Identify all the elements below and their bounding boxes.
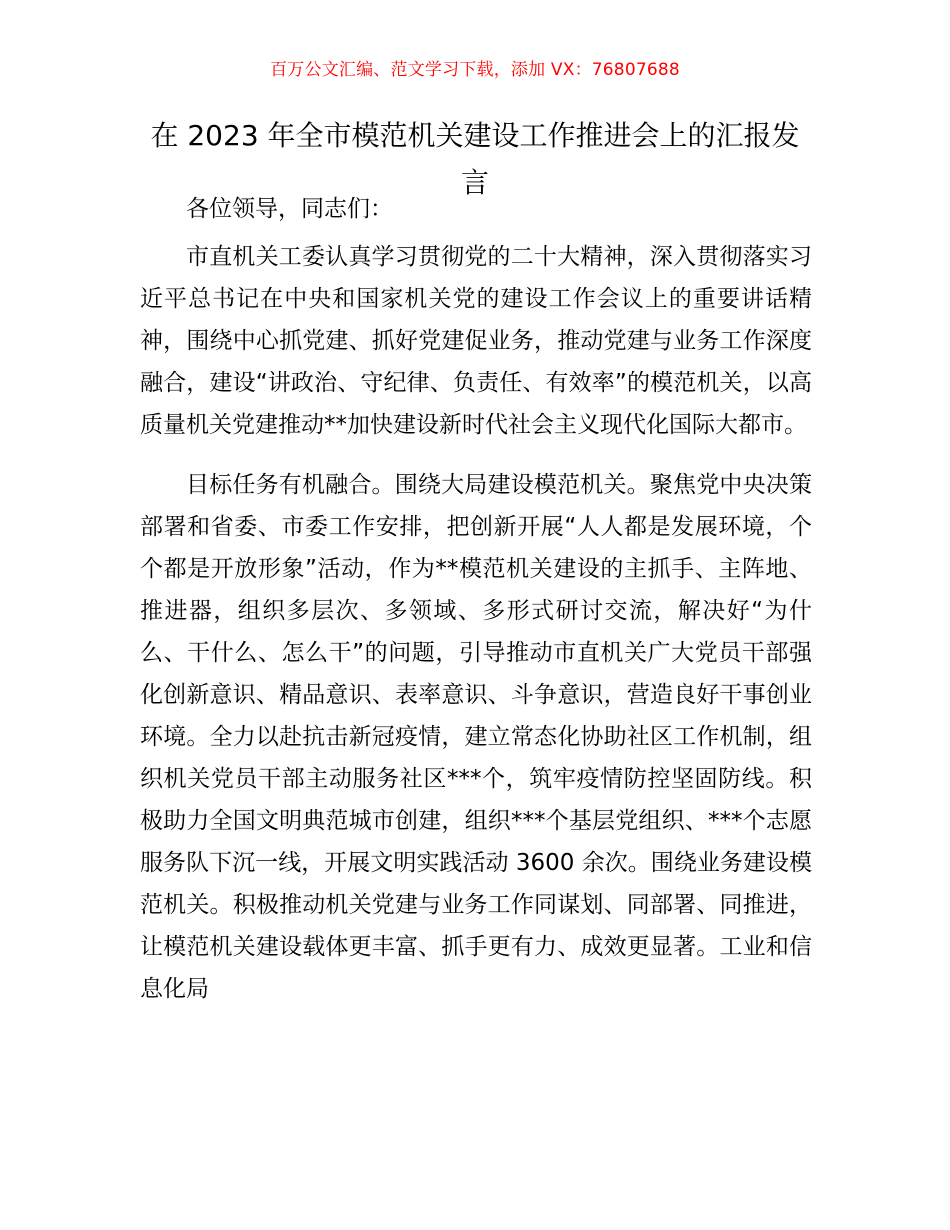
- header-watermark-note: 百万公文汇编、范文学习下载，添加 VX：76807688: [270, 60, 680, 80]
- salutation: 各位领导，同志们：: [186, 196, 393, 222]
- document-title: 在 2023 年全市模范机关建设工作推进会上的汇报发言: [150, 119, 800, 199]
- body-paragraph: 市直机关工委认真学习贯彻党的二十大精神，深入贯彻落实习近平总书记在中央和国家机关党的建设工作会议上的重要讲话精神，围绕中心抓党建、抓好党建促业务，推动党建与业务工作深度融合，建设“讲政治、守纪律、负责任、有效率”的模范机关，以高质量机关党建推动**加快建设新时代社会主义现代化国际大都市。: [140, 244, 812, 438]
- document-body: [140, 188, 812, 1010]
- body-paragraph: 目标任务有机融合。围绕大局建设模范机关。聚焦党中央决策部署和省委、市委工作安排，把创新开展“人人都是发展环境，个个都是开放形象”活动，作为**模范机关建设的主抓手、主阵地、推进器，组织多层次、多领域、多形式研讨交流，解决好“为什么、干什么、怎么干”的问题，引导推动市直机关广大党员干部强化创新意识、精品意识、表率意识、斗争意识，营造良好干事创业环境。全力以赴抗击新冠疫情，建立常态化协助社区工作机制，组织机关党员干部主动服务社区***个，筑牢疫情防控坚固防线。积极助力全国文明典范城市创建，组织***个基层党组织、***个志愿服务队下沉一线，开展文明实践活动 3600 余次。围绕业务建设模范机关。积极推动机关党建与业务工作同谋划、同部署、同推进，让模范机关建设载体更丰富、抓手更有力、成效更显著。工业和信息化局: [140, 472, 812, 1002]
